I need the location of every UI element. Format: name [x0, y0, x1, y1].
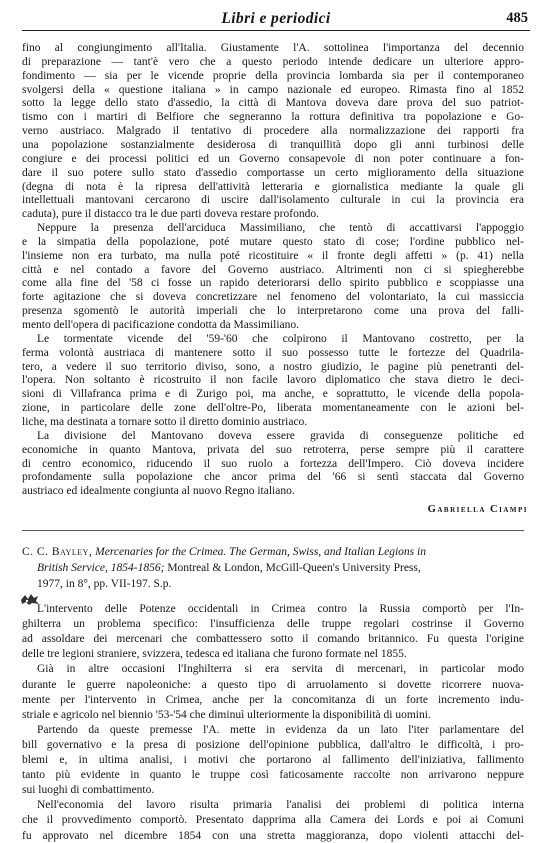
text-line: fu approvato nel dicembre 1854 con una stretta maggioranza, dopo violenti attacchi del- — [22, 829, 524, 842]
text-line: fondimento — sia per le vicende proprie della provincia lombarda sia per il contemporaneo — [22, 69, 524, 82]
text-line: mento dell'opera di pacificazione condotta da Massimiliano. — [22, 319, 300, 331]
text-line: striale e agricolo nel biennio '53-'54 che diminuì ulteriormente la disponibilità di uomini. — [22, 708, 431, 721]
text-line: sioni di Villafranca prima e di Zurigo poi, ma anche, e soprattutto, le vicende della popola- — [22, 388, 524, 401]
text-line: caduta), pure il distacco tra le due parti doveva restare profondo. — [22, 208, 319, 221]
text-line: zione, in particolare delle zone dell'oltre-Po, liberata momentaneamente con le azioni bel- — [22, 402, 524, 415]
text-line: Già in altre occasioni l'Inghilterra si era servita di mercenari, in particolar modo — [37, 663, 524, 676]
text-line: una popolazione sostanzialmente desiderosa di tranquillità dopo gli anni turbinosi delle — [22, 138, 524, 151]
text-line: Neppure la presenza dell'arciduca Massimiliano, che tentò di accattivarsi l'appoggio — [37, 222, 524, 235]
text-line: profondamente sulla popolazione che ancor prima del '66 si sentì staccata dal Governo — [22, 471, 524, 484]
text-line: sotto la legge dello stato d'assedio, la città di Mantova doveva dare prova del suo patriot- — [22, 97, 524, 110]
text-line: intellettuali mantovani cercarono di uscire dall'isolamento culturale in cui la provincia era — [22, 194, 524, 207]
text-line: tanto più evidente in quanto le truppe così faticosamente raccolte non arrivarono neppure — [22, 769, 524, 782]
text-line: e la simpatia della popolazione, poté mutare questo stato di cose; l'ordine pubblico nel- — [22, 235, 524, 248]
text-line: di preparazione — tant'è vero che a questo periodo intende dedicare un ulteriore appro- — [22, 55, 524, 68]
text-line: che il provvedimento comportò. Presentato dapprima alla Camera dei Lords e poi ai Comuni — [22, 814, 524, 827]
text-line: bill governativo e la presa di posizione dell'opinione pubblica, dall'altro le difficoltà, i pro- — [22, 738, 524, 751]
bib-publisher: Montreal & London, McGill-Queen's University Press, — [167, 562, 421, 574]
text-line: delle tre legioni straniere, svizzera, tedesca ed italiana che furono formate nel 1855. — [22, 648, 407, 661]
text-line: La divisione del Mantovano doveva essere gravida di conseguenze politiche ed — [37, 429, 524, 442]
text-line: svolgersi della « questione italiana » in campo nazionale ed europeo. Rimasta fino al 1852 — [22, 83, 524, 96]
text-line: forte agitazione che si doveva concretizzare nel fenomeno del volontariato, la cui massiccia — [22, 291, 524, 304]
text-line: Nell'economia del lavoro risulta primaria l'analisi dei problemi di politica interna — [37, 799, 524, 812]
bib-title: Mercenaries for the Crimea. The German, Swiss, and Italian Legions in — [95, 546, 426, 558]
text-line: ghilterra un problema specifico: l'insufficienza delle truppe regolari costrinse il Governo — [22, 618, 524, 631]
text-line: sui luoghi di combattimento. — [22, 784, 155, 797]
text-line: liche, ma destinata a tornare sotto il diretto dominio austriaco. — [22, 415, 308, 428]
text-line: l'insieme non era turbato, ma nulla poté ricostituire « il fronte degli affetti » (p. 41) nella — [22, 249, 524, 262]
text-line: ad assoldare dei mercenari che combattessero sotto il comando britannico. Fu questa l'origine — [22, 633, 524, 646]
text-line: Le tormentate vicende del '59-'60 che colpirono il Mantovano costretto, per la — [37, 332, 524, 345]
text-line: (degna di nota è la ripresa dell'attività letteraria e giornalistica mediante la quale gli — [22, 180, 524, 193]
text-line: Partendo da queste premesse l'A. mette in evidenza da un lato l'iter parlamentare del — [37, 723, 524, 736]
signature: Gabriella Ciampi — [427, 504, 528, 515]
text-line: presenza sgomentò le autorità imperiali che lo interpretarono come una prova del falli- — [22, 305, 524, 318]
bib-line-1 — [22, 545, 524, 560]
bib-line-3: 1977, in 8°, pp. VII-197. S.p. — [37, 578, 172, 590]
text-line: l'opera. Non soltanto è ricostruito il non facile lavoro diplomatico che stava dietro le deci- — [22, 374, 524, 387]
text-line: L'intervento delle Potenze occidentali in Crimea contro la Russia comportò per l'In- — [37, 603, 524, 615]
bib-author: C. C. Bayley, — [22, 546, 93, 558]
text-line: ferma volontà austriaca di mantenere sotto il suo possesso tutte le fortezze del Quadrila- — [22, 346, 524, 359]
text-line: verno austriaco. Malgrado il tentativo di procedere alla normalizzazione dei rapporti fra — [22, 125, 524, 138]
running-header — [22, 8, 530, 31]
text-line: città e nel contado a favore del Governo austriaco. Altrimenti non ci si spiegherebbe — [22, 263, 524, 276]
bib-title-cont: British Service, 1854-1856; — [37, 562, 165, 574]
text-line: economiche in quanto Mantova, privata del suo retroterra, perse sempre più il carattere — [22, 443, 524, 456]
page-number: 485 — [506, 10, 528, 26]
text-line: congiure e dei processi politici ed un Governo consapevole di non poter continuare a fon- — [22, 152, 524, 165]
section-divider — [22, 530, 524, 531]
text-line: tero, a vedere il suo territorio diviso, sono, a nostro giudizio, le pagine più penetranti del- — [22, 360, 524, 373]
text-line: come alla fine del '58 ci fosse un rapido deteriorarsi dello spirito pubblico e scoppiasse una — [22, 277, 524, 290]
text-line: di centro economico, riducendo il suo ruolo a fortezza dell'Impero. Ciò doveva incidere — [22, 457, 524, 470]
text-line: austriaco ed idealmente congiunta al nuovo Regno italiano. — [22, 485, 295, 498]
text-line: dare il suo potere sullo stato d'assedio comportasse un certo miglioramento della situazione — [22, 166, 524, 179]
text-line: tismo con i martiri di Belfiore che segneranno la rottura definitiva tra popolazione e Go- — [22, 111, 524, 124]
running-title: Libri e periodici — [221, 10, 331, 27]
text-line: durante le guerre napoleoniche: a questo tipo di arruolamento si dovette ricorrere nuova- — [22, 678, 524, 691]
text-line: mente per l'intervento in Crimea, anche per la concomitanza di un forte incremento indu- — [22, 693, 524, 706]
bib-line-2 — [37, 561, 524, 576]
text-line: fino al congiungimento all'Italia. Giustamente l'A. sottolinea l'importanza del decennio — [22, 42, 524, 54]
text-line: blemi e, in ultima analisi, i motivi che portarono al fallimento dell'iniziativa, fallimento — [22, 754, 524, 766]
